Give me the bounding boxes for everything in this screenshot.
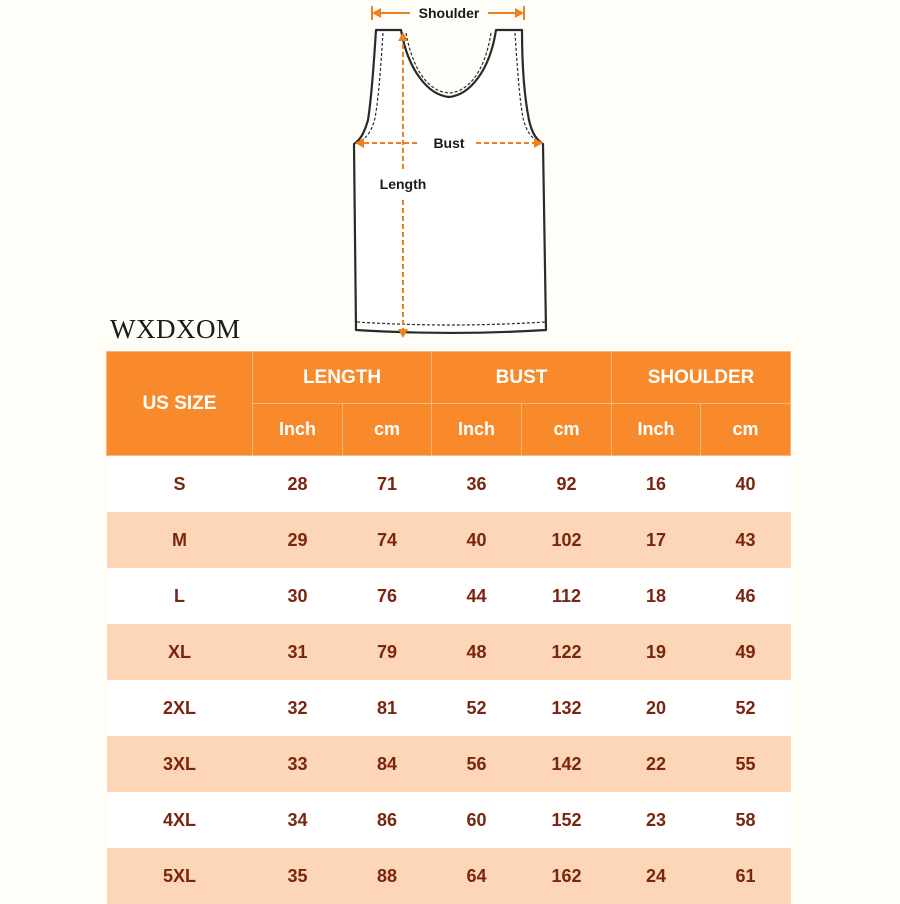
measurement-cell: 162 [522, 848, 612, 904]
measurement-cell: 17 [612, 512, 701, 568]
measurement-cell: 30 [253, 568, 343, 624]
size-cell: L [107, 568, 253, 624]
shoulder-label: Shoulder [419, 5, 480, 21]
shoulder-group-header: SHOULDER [612, 352, 791, 404]
table-row [107, 512, 791, 568]
unit-header: Inch [253, 404, 343, 456]
table-row [107, 848, 791, 904]
measurement-cell: 86 [343, 792, 432, 848]
measurement-cell: 81 [343, 680, 432, 736]
table-row [107, 792, 791, 848]
measurement-cell: 58 [701, 792, 791, 848]
size-chart-table [106, 351, 791, 904]
measurement-cell: 22 [612, 736, 701, 792]
measurement-cell: 29 [253, 512, 343, 568]
measurement-cell: 142 [522, 736, 612, 792]
size-cell: 4XL [107, 792, 253, 848]
bust-group-header: BUST [432, 352, 612, 404]
measurement-cell: 32 [253, 680, 343, 736]
measurement-cell: 61 [701, 848, 791, 904]
measurement-cell: 92 [522, 456, 612, 513]
measurement-cell: 28 [253, 456, 343, 513]
measurement-cell: 88 [343, 848, 432, 904]
table-row [107, 624, 791, 680]
measurement-cell: 122 [522, 624, 612, 680]
table-row [107, 680, 791, 736]
measurement-cell: 36 [432, 456, 522, 513]
measurement-cell: 24 [612, 848, 701, 904]
measurement-cell: 84 [343, 736, 432, 792]
table-row [107, 736, 791, 792]
measurement-cell: 20 [612, 680, 701, 736]
measurement-cell: 64 [432, 848, 522, 904]
measurement-cell: 112 [522, 568, 612, 624]
table-row [107, 568, 791, 624]
measurement-cell: 49 [701, 624, 791, 680]
measurement-cell: 23 [612, 792, 701, 848]
unit-header: cm [343, 404, 432, 456]
measurement-cell: 44 [432, 568, 522, 624]
unit-header: Inch [612, 404, 701, 456]
group-header-row [107, 352, 791, 404]
measurement-cell: 48 [432, 624, 522, 680]
size-cell: M [107, 512, 253, 568]
measurement-cell: 56 [432, 736, 522, 792]
measurement-cell: 71 [343, 456, 432, 513]
bust-label: Bust [433, 135, 464, 151]
measurement-cell: 18 [612, 568, 701, 624]
length-label: Length [380, 176, 427, 192]
measurement-cell: 76 [343, 568, 432, 624]
measurement-cell: 152 [522, 792, 612, 848]
measurement-cell: 79 [343, 624, 432, 680]
measurement-cell: 102 [522, 512, 612, 568]
measurement-cell: 40 [701, 456, 791, 513]
measurement-cell: 132 [522, 680, 612, 736]
unit-header: Inch [432, 404, 522, 456]
us-size-header: US SIZE [107, 352, 253, 456]
table-row [107, 456, 791, 513]
unit-header: cm [522, 404, 612, 456]
length-group-header: LENGTH [253, 352, 432, 404]
measurement-cell: 46 [701, 568, 791, 624]
brand-name: WXDXOM [110, 314, 241, 345]
size-cell: 5XL [107, 848, 253, 904]
measurement-cell: 52 [432, 680, 522, 736]
measurement-cell: 34 [253, 792, 343, 848]
measurement-cell: 19 [612, 624, 701, 680]
size-rows [107, 456, 791, 904]
unit-header: cm [701, 404, 791, 456]
size-cell: S [107, 456, 253, 513]
size-cell: 2XL [107, 680, 253, 736]
measurement-cell: 60 [432, 792, 522, 848]
measurement-cell: 16 [612, 456, 701, 513]
measurement-cell: 55 [701, 736, 791, 792]
size-cell: 3XL [107, 736, 253, 792]
measurement-cell: 43 [701, 512, 791, 568]
measurement-cell: 52 [701, 680, 791, 736]
measurement-cell: 33 [253, 736, 343, 792]
measurement-cell: 40 [432, 512, 522, 568]
measurement-cell: 74 [343, 512, 432, 568]
size-cell: XL [107, 624, 253, 680]
tank-top-measurement-diagram [0, 0, 900, 345]
measurement-cell: 35 [253, 848, 343, 904]
measurement-cell: 31 [253, 624, 343, 680]
